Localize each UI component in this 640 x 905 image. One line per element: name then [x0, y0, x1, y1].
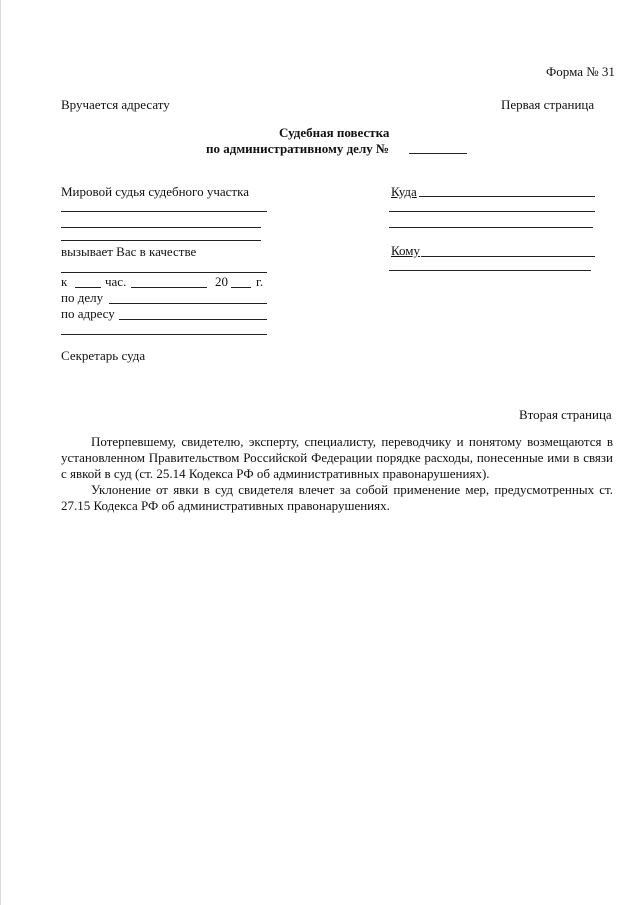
compensation-paragraph: Потерпевшему, свидетелю, эксперту, специалисту, переводчику и понятому возмещаются в установленном Правительством Российской Федерации порядке расходы, понесенные ими в связи с явкой в суд (ст. 25.14 Кодекса РФ об административных правонарушениях).: [61, 434, 613, 481]
year-suffix: г.: [256, 274, 264, 289]
case-number-label: по административному делу №: [206, 141, 390, 156]
to-whom-label: Кому: [391, 243, 421, 258]
judge-line-3: [61, 240, 261, 241]
to-whom-line-1: [421, 256, 595, 257]
where-label: Куда: [391, 184, 417, 199]
evasion-paragraph: Уклонение от явки в суд свидетеля влечет за собой применение мер, предусмотренных ст. 27.15 Кодекса РФ об административных правонарушениях.: [61, 482, 613, 513]
judge-line-2: [61, 227, 261, 228]
judge-line-1: [61, 211, 267, 212]
address-line-2: [61, 334, 267, 335]
address-line-1: [119, 319, 267, 320]
delivered-to-label: Вручается адресату: [61, 97, 170, 112]
form-number: Форма № 31: [546, 64, 615, 79]
year-blank: [231, 287, 251, 288]
summons-as-line: [61, 272, 267, 273]
address-label: по адресу: [61, 306, 115, 321]
summons-as-label: вызывает Вас в качестве: [61, 244, 197, 259]
year-prefix: 20: [215, 274, 228, 289]
hours-label: час.: [105, 274, 127, 289]
case-label: по делу: [61, 290, 104, 305]
case-line: [109, 303, 267, 304]
hour-blank: [75, 287, 101, 288]
where-line-2: [389, 211, 595, 212]
date-blank: [131, 287, 207, 288]
secretary-label: Секретарь суда: [61, 348, 146, 363]
judge-label: Мировой судья судебного участка: [61, 184, 249, 199]
at-prefix: к: [61, 274, 68, 289]
first-page-label: Первая страница: [501, 97, 595, 112]
case-number-blank: [409, 153, 467, 154]
summons-title: Судебная повестка: [279, 125, 390, 140]
to-whom-line-2: [389, 270, 591, 271]
second-page-label: Вторая страница: [519, 407, 612, 422]
where-line-1: [419, 196, 595, 197]
where-line-3: [389, 227, 593, 228]
